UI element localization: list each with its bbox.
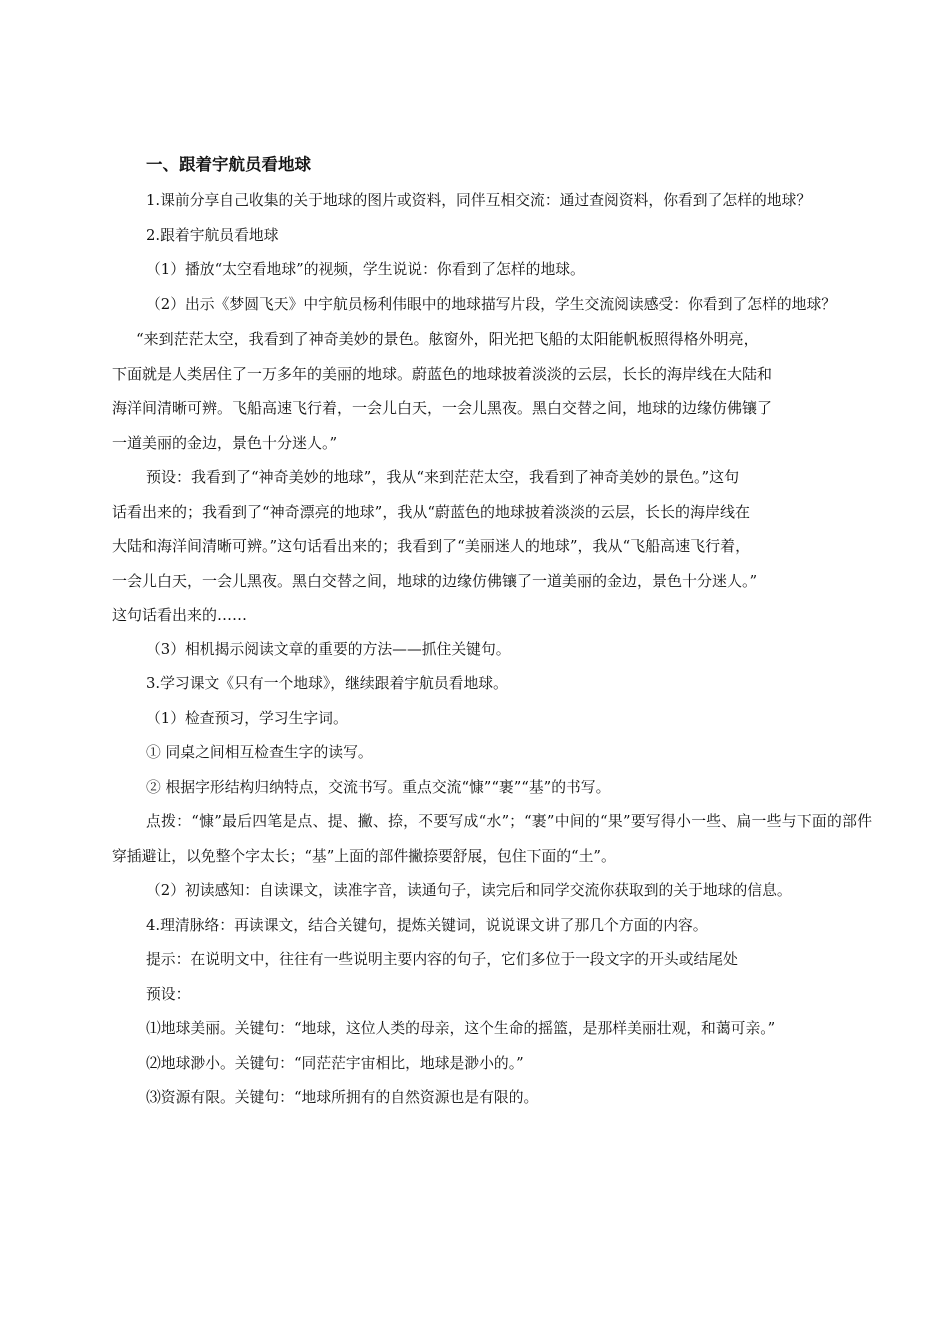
paragraph-check-characters: ① 同桌之间相互检查生字的读写。 [146, 744, 373, 761]
paragraph-tip: 提示：在说明文中，往往有一些说明主要内容的句子，它们多位于一段文字的开头或结尾处 [146, 951, 738, 968]
preset-line: 预设：我看到了“神奇美妙的地球”，我从“来到茫茫太空，我看到了神奇美妙的景色。”这句 [146, 468, 740, 486]
paragraph-hint-strokes: 点拨：“慷”最后四笔是点、提、撇、捺，不要写成“水”；“裹”中间的“果”要写得小一些、扁一些与下面的部件穿插避让，以免整个字太长；“基”上面的部件撇捺要舒展，包住下面的“土”。 [112, 813, 872, 865]
paragraph-beautiful: ⑴地球美丽。关键句：“地球，这位人类的母亲，这个生命的摇篮，是那样美丽壮观，和蔼可亲。” [146, 1020, 776, 1037]
document-body [112, 150, 872, 1116]
paragraph-preset-label: 预设： [146, 985, 191, 1003]
paragraph-video: （1）播放“太空看地球”的视频，学生说说：你看到了怎样的地球。 [146, 261, 585, 278]
quote-line: 海洋间清晰可辨。飞船高速飞行着，一会儿白天，一会儿黑夜。黑白交替之间，地球的边缘仿佛镶了 [112, 399, 773, 417]
quote-line: 一道美丽的金边，景色十分迷人。” [112, 433, 338, 452]
preset-line: 一会儿白天，一会儿黑夜。黑白交替之间，地球的边缘仿佛镶了一道美丽的金边，景色十分迷人。” [112, 571, 758, 590]
paragraph-step-2: 2.跟着宇航员看地球 [146, 226, 279, 244]
paragraph-resources: ⑶资源有限。关键句：“地球所拥有的自然资源也是有限的。 [146, 1089, 539, 1106]
quote-line: “来到茫茫太空，我看到了神奇美妙的景色。舷窗外，阳光把飞船的太阳能帆板照得格外明亮， [136, 330, 759, 348]
paragraph-step-4: 4.理清脉络：再读课文，结合关键句，提炼关键词，说说课文讲了那几个方面的内容。 [146, 916, 708, 934]
paragraph-writing: ② 根据字形结构归纳特点，交流书写。重点交流“慷”“裹”“基”的书写。 [146, 778, 611, 796]
preset-line: 大陆和海洋间清晰可辨。”这句话看出来的；我看到了“美丽迷人的地球”，我从“飞船高速飞行着， [112, 537, 751, 555]
paragraph-excerpt-intro: （2）出示《梦圆飞天》中宇航员杨利伟眼中的地球描写片段，学生交流阅读感受：你看到了怎样的地球？ [146, 295, 837, 313]
section-heading: 一、跟着宇航员看地球 [146, 155, 311, 174]
paragraph-sharing: 1.课前分享自己收集的关于地球的图片或资料，同伴互相交流：通过查阅资料，你看到了怎样的地球？ [146, 192, 812, 209]
quote-line: 下面就是人类居住了一万多年的美丽的地球。蔚蓝色的地球披着淡淡的云层，长长的海岸线在大陆和 [112, 364, 773, 383]
quote-block [112, 322, 872, 460]
preset-block [112, 460, 872, 633]
preset-line: 话看出来的；我看到了“神奇漂亮的地球”，我从“蔚蓝色的地球披着淡淡的云层，长长的海岸线在 [112, 502, 751, 521]
paragraph-tiny: ⑵地球渺小。关键句：“同茫茫宇宙相比，地球是渺小的。” [146, 1054, 524, 1072]
paragraph-method: （3）相机揭示阅读文章的重要的方法——抓住关键句。 [146, 640, 511, 658]
paragraph-first-reading: （2）初读感知：自读课文，读准字音，读通句子，读完后和同学交流你获取到的关于地球的信息。 [146, 882, 792, 899]
preset-line: 这句话看出来的…… [112, 606, 248, 624]
paragraph-step-3: 3.学习课文《只有一个地球》，继续跟着宇航员看地球。 [146, 675, 508, 692]
paragraph-preview: （1）检查预习，学习生字词。 [146, 709, 348, 727]
